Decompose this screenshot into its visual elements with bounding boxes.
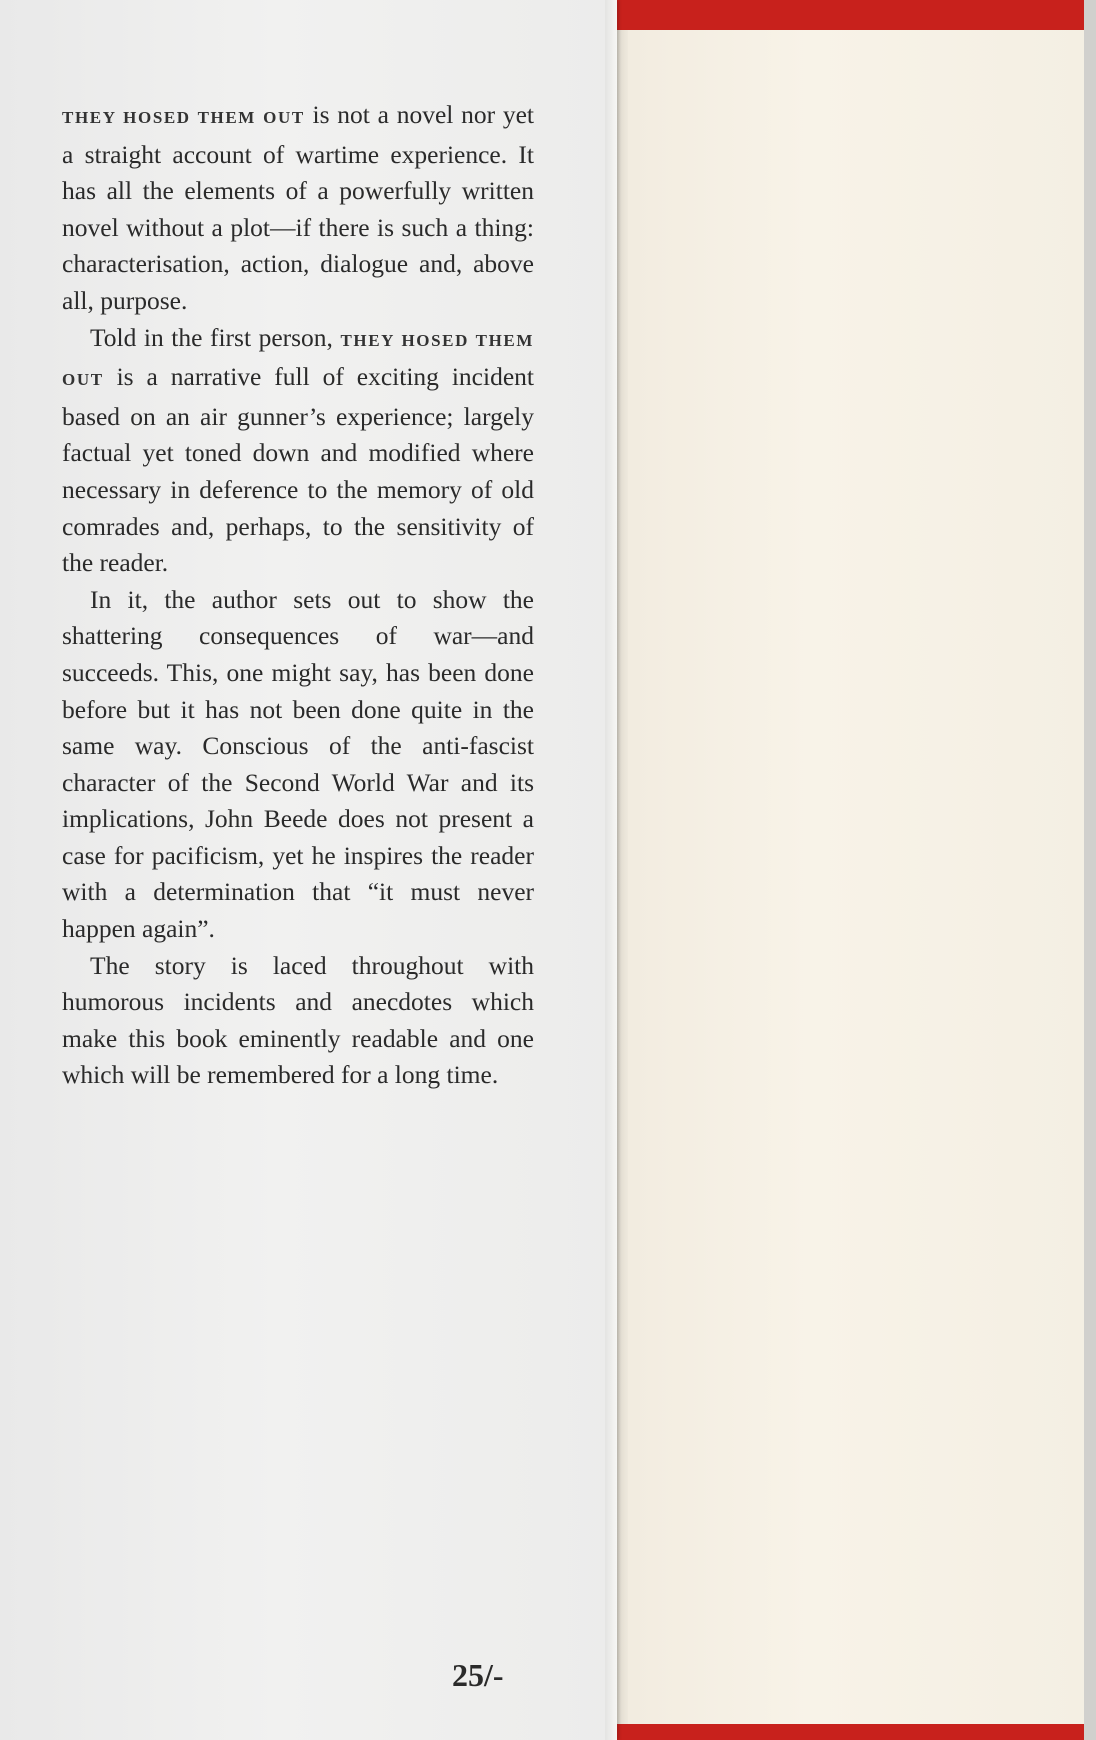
paragraph-1-text: is not a novel nor yet a straight account of wartime experience. It has all the elements of a powerfully written novel without a plot—if there is such a thing: characterisation, action, dialogue and, above all, purpose. [62,100,534,315]
paragraph-2-lead: Told in the first person, [90,322,341,352]
jacket-flap-edge [605,0,617,1740]
cream-endpaper [628,30,1084,1724]
book-title: THEY HOSED THEM OUT [62,330,535,390]
paragraph-2-text: is a narrative full of exciting incident based on an air gunner’s experience; largely factual yet toned down and modified where necessary in deference to the memory of old comrades and, perhaps, to the sensitivity of the reader. [62,362,534,578]
blurb-paragraph-2 [62,320,534,582]
blurb-paragraph-3: In it, the author sets out to show the shattering consequences of war—and succeeds. This, one might say, has been done before but it has not been done quite in the same way. Conscious of the anti-fascist character of the Second World War and its implications, John Beede does not present a case for pacificism, yet he inspires the reader with a determination that “it must never happen again”. [62,584,534,944]
flap-blurb [62,97,534,1094]
right-edge-strip [1084,0,1096,1740]
book-title: THEY HOSED THEM OUT [62,108,305,127]
blurb-paragraph-4: The story is laced throughout with humorous incidents and anecdotes which make this book eminently readable and one which will be remembered for a long time. [62,950,534,1090]
blurb-paragraph-1 [62,97,534,320]
price-label: 25/- [452,1657,504,1693]
